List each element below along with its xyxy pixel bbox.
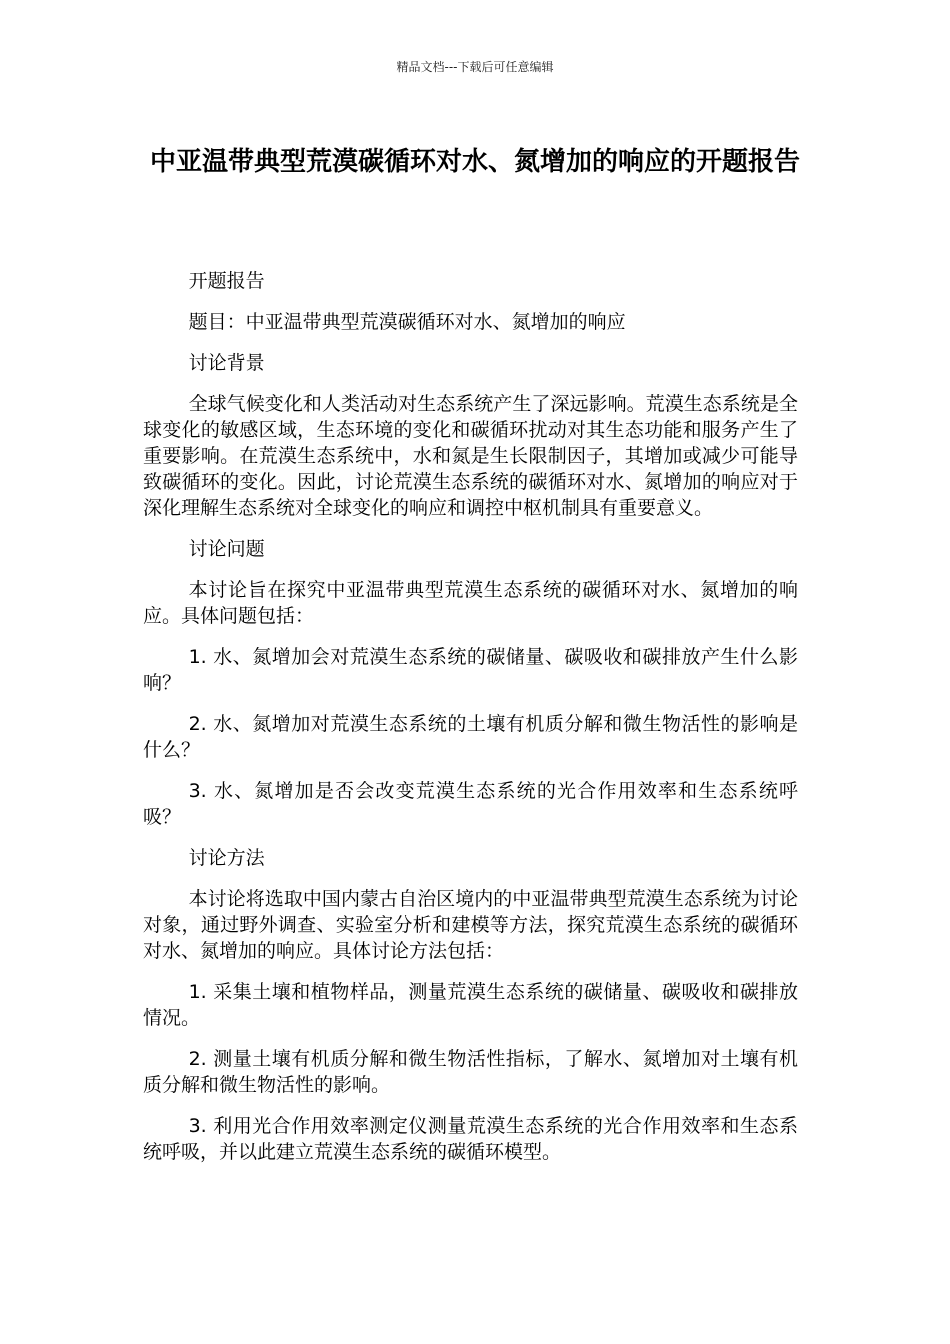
list-item-method-3: 3. 利用光合作用效率测定仪测量荒漠生态系统的光合作用效率和生态系统呼吸，并以此建立荒漠生态系统的碳循环模型。 bbox=[143, 1115, 798, 1163]
document-body bbox=[143, 268, 798, 1180]
heading-background: 讨论背景 bbox=[188, 352, 265, 374]
heading-questions: 讨论问题 bbox=[188, 538, 265, 560]
section-label-report: 开题报告 bbox=[188, 270, 265, 292]
list-item-question-1: 1. 水、氮增加会对荒漠生态系统的碳储量、碳吸收和碳排放产生什么影响？ bbox=[143, 646, 798, 694]
list-item-question-2: 2. 水、氮增加对荒漠生态系统的土壤有机质分解和微生物活性的影响是什么？ bbox=[143, 713, 798, 761]
paragraph-background: 全球气候变化和人类活动对生态系统产生了深远影响。荒漠生态系统是全球变化的敏感区域，生态环境的变化和碳循环扰动对其生态功能和服务产生了重要影响。在荒漠生态系统中，水和氮是生长限制因子，其增加或减少可能导致碳循环的变化。因此，讨论荒漠生态系统的碳循环对水、氮增加的响应对于深化理解生态系统对全球变化的响应和调控中枢机制具有重要意义。 bbox=[143, 393, 798, 519]
topic-line: 题目：中亚温带典型荒漠碳循环对水、氮增加的响应 bbox=[188, 311, 626, 333]
document-title: 中亚温带典型荒漠碳循环对水、氮增加的响应的开题报告 bbox=[149, 147, 800, 177]
paragraph-questions-intro: 本讨论旨在探究中亚温带典型荒漠生态系统的碳循环对水、氮增加的响应。具体问题包括： bbox=[143, 579, 798, 627]
list-item-question-3: 3. 水、氮增加是否会改变荒漠生态系统的光合作用效率和生态系统呼吸？ bbox=[143, 780, 798, 828]
heading-methods: 讨论方法 bbox=[188, 847, 265, 869]
page-header-note: 精品文档---下载后可任意编辑 bbox=[396, 60, 554, 74]
list-item-method-1: 1. 采集土壤和植物样品，测量荒漠生态系统的碳储量、碳吸收和碳排放情况。 bbox=[143, 981, 798, 1029]
list-item-method-2: 2. 测量土壤有机质分解和微生物活性指标，了解水、氮增加对土壤有机质分解和微生物活性的影响。 bbox=[143, 1048, 798, 1096]
paragraph-methods-intro: 本讨论将选取中国内蒙古自治区境内的中亚温带典型荒漠生态系统为讨论对象，通过野外调查、实验室分析和建模等方法，探究荒漠生态系统的碳循环对水、氮增加的响应。具体讨论方法包括： bbox=[143, 888, 798, 962]
